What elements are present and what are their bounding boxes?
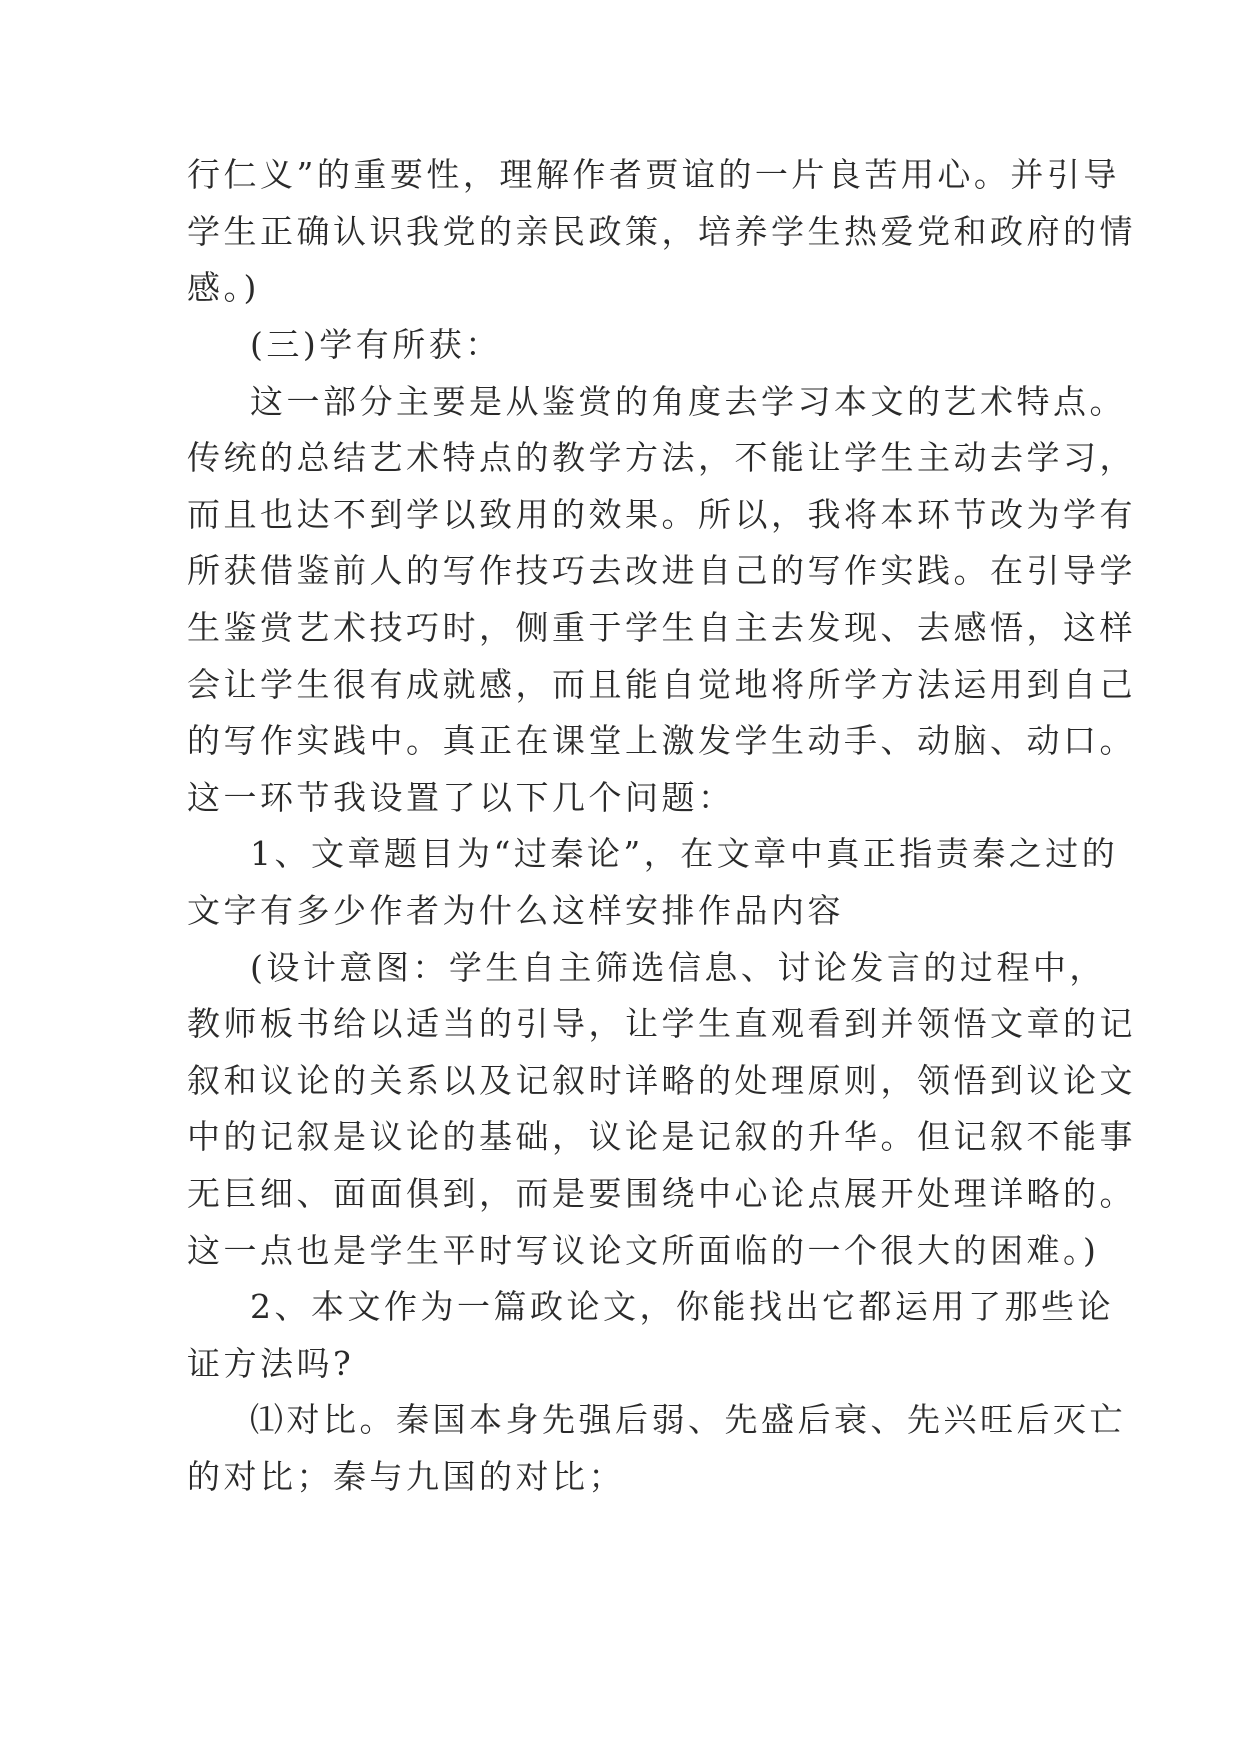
section-heading: (三)学有所获：: [250, 325, 502, 364]
text-line: 感。): [187, 268, 260, 307]
text-line: 学生正确认识我党的亲民政策，培养学生热爱党和政府的情: [187, 212, 1136, 251]
text-line: 叙和议论的关系以及记叙时详略的处理原则，领悟到议论文: [187, 1061, 1136, 1100]
text-line: 会让学生很有成就感，而且能自觉地将所学方法运用到自己: [187, 665, 1136, 704]
text-line: 而且也达不到学以致用的效果。所以，我将本环节改为学有: [187, 495, 1136, 534]
question-item: 2、本文作为一篇政论文，你能找出它都运用了那些论: [250, 1287, 1114, 1326]
text-line: 这一部分主要是从鉴赏的角度去学习本文的艺术特点。: [250, 382, 1126, 421]
text-line: 教师板书给以适当的引导，让学生直观看到并领悟文章的记: [187, 1004, 1136, 1043]
design-intent-note: (设计意图：学生自主筛选信息、讨论发言的过程中，: [250, 948, 1106, 987]
question-item: 1、文章题目为“过秦论”，在文章中真正指责秦之过的: [250, 834, 1119, 873]
text-line: 的写作实践中。真正在课堂上激发学生动手、动脑、动口。: [187, 721, 1136, 760]
text-line: 证方法吗?: [187, 1344, 355, 1383]
text-line: 所获借鉴前人的写作技巧去改进自己的写作实践。在引导学: [187, 551, 1136, 590]
text-line: 的对比；秦与九国的对比；: [187, 1457, 625, 1496]
text-line: 这一环节我设置了以下几个问题：: [187, 778, 735, 817]
text-line: 生鉴赏艺术技巧时，侧重于学生自主去发现、去感悟，这样: [187, 608, 1136, 647]
list-item: ⑴对比。秦国本身先强后弱、先盛后衰、先兴旺后灭亡: [250, 1400, 1126, 1439]
text-line: 文字有多少作者为什么这样安排作品内容: [187, 891, 844, 930]
text-line: 无巨细、面面俱到，而是要围绕中心论点展开处理详略的。: [187, 1174, 1136, 1213]
text-line: 中的记叙是议论的基础，议论是记叙的升华。但记叙不能事: [187, 1117, 1136, 1156]
text-line: 行仁义”的重要性，理解作者贾谊的一片良苦用心。并引导: [187, 155, 1120, 194]
text-line: 传统的总结艺术特点的教学方法，不能让学生主动去学习，: [187, 438, 1136, 477]
text-line: 这一点也是学生平时写议论文所面临的一个很大的困难。): [187, 1231, 1100, 1270]
